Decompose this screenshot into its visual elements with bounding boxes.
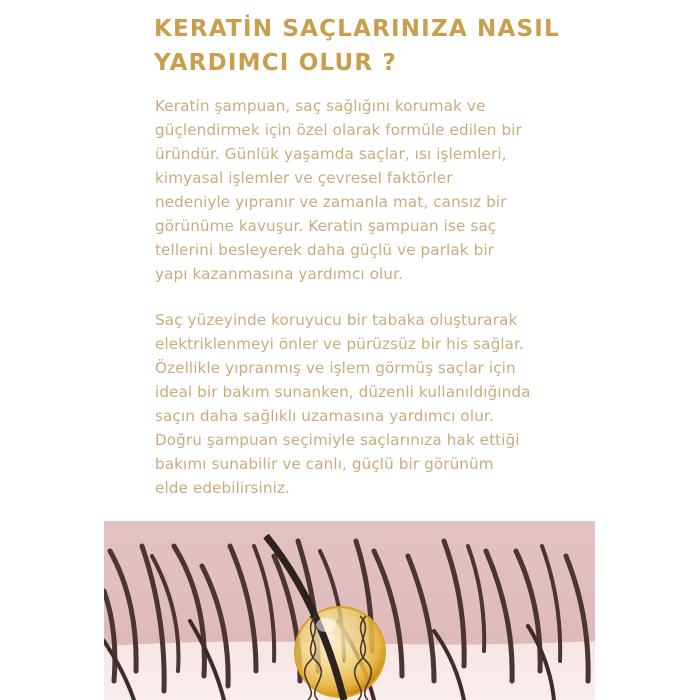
- text-line: elde edebilirsiniz.: [155, 479, 290, 497]
- title-line-1: KERATİN SAÇLARINIZA NASIL: [154, 16, 560, 42]
- paragraph-intro: [155, 94, 585, 286]
- title-line-2: YARDIMCI OLUR ?: [154, 50, 398, 76]
- hair-illustration: [104, 521, 595, 700]
- text-line: bakımı sunabilir ve canlı, güçlü bir görünüm: [155, 455, 494, 473]
- text-line: yapı kazanmasına yardımcı olur.: [155, 265, 403, 283]
- text-line: nedeniyle yıpranır ve zamanla mat, cansız bir: [155, 193, 507, 211]
- text-line: kimyasal işlemler ve çevresel faktörler: [155, 169, 453, 187]
- page-title: [154, 12, 614, 80]
- text-line: Saç yüzeyinde koruyucu bir tabaka oluşturarak: [155, 311, 518, 329]
- text-line: saçın daha sağlıklı uzamasına yardımcı olur.: [155, 407, 494, 425]
- text-line: üründür. Günlük yaşamda saçlar, ısı işlemleri,: [155, 145, 507, 163]
- text-line: elektriklenmeyi önler ve pürüzsüz bir his sağlar.: [155, 335, 524, 353]
- text-line: görünüme kavuşur. Keratin şampuan ise saç: [155, 217, 497, 235]
- text-line: Özellikle yıpranmış ve işlem görmüş saçlar için: [155, 359, 516, 377]
- text-line: ideal bir bakım sunanken, düzenli kullanıldığında: [155, 383, 531, 401]
- text-line: tellerini besleyerek daha güçlü ve parlak bir: [155, 241, 494, 259]
- text-line: Doğru şampuan seçimiyle saçlarınıza hak ettiği: [155, 431, 520, 449]
- text-line: Keratin şampuan, saç sağlığını korumak ve: [155, 97, 486, 115]
- paragraph-benefits: [155, 308, 585, 500]
- text-line: güçlendirmek için özel olarak formüle edilen bir: [155, 121, 522, 139]
